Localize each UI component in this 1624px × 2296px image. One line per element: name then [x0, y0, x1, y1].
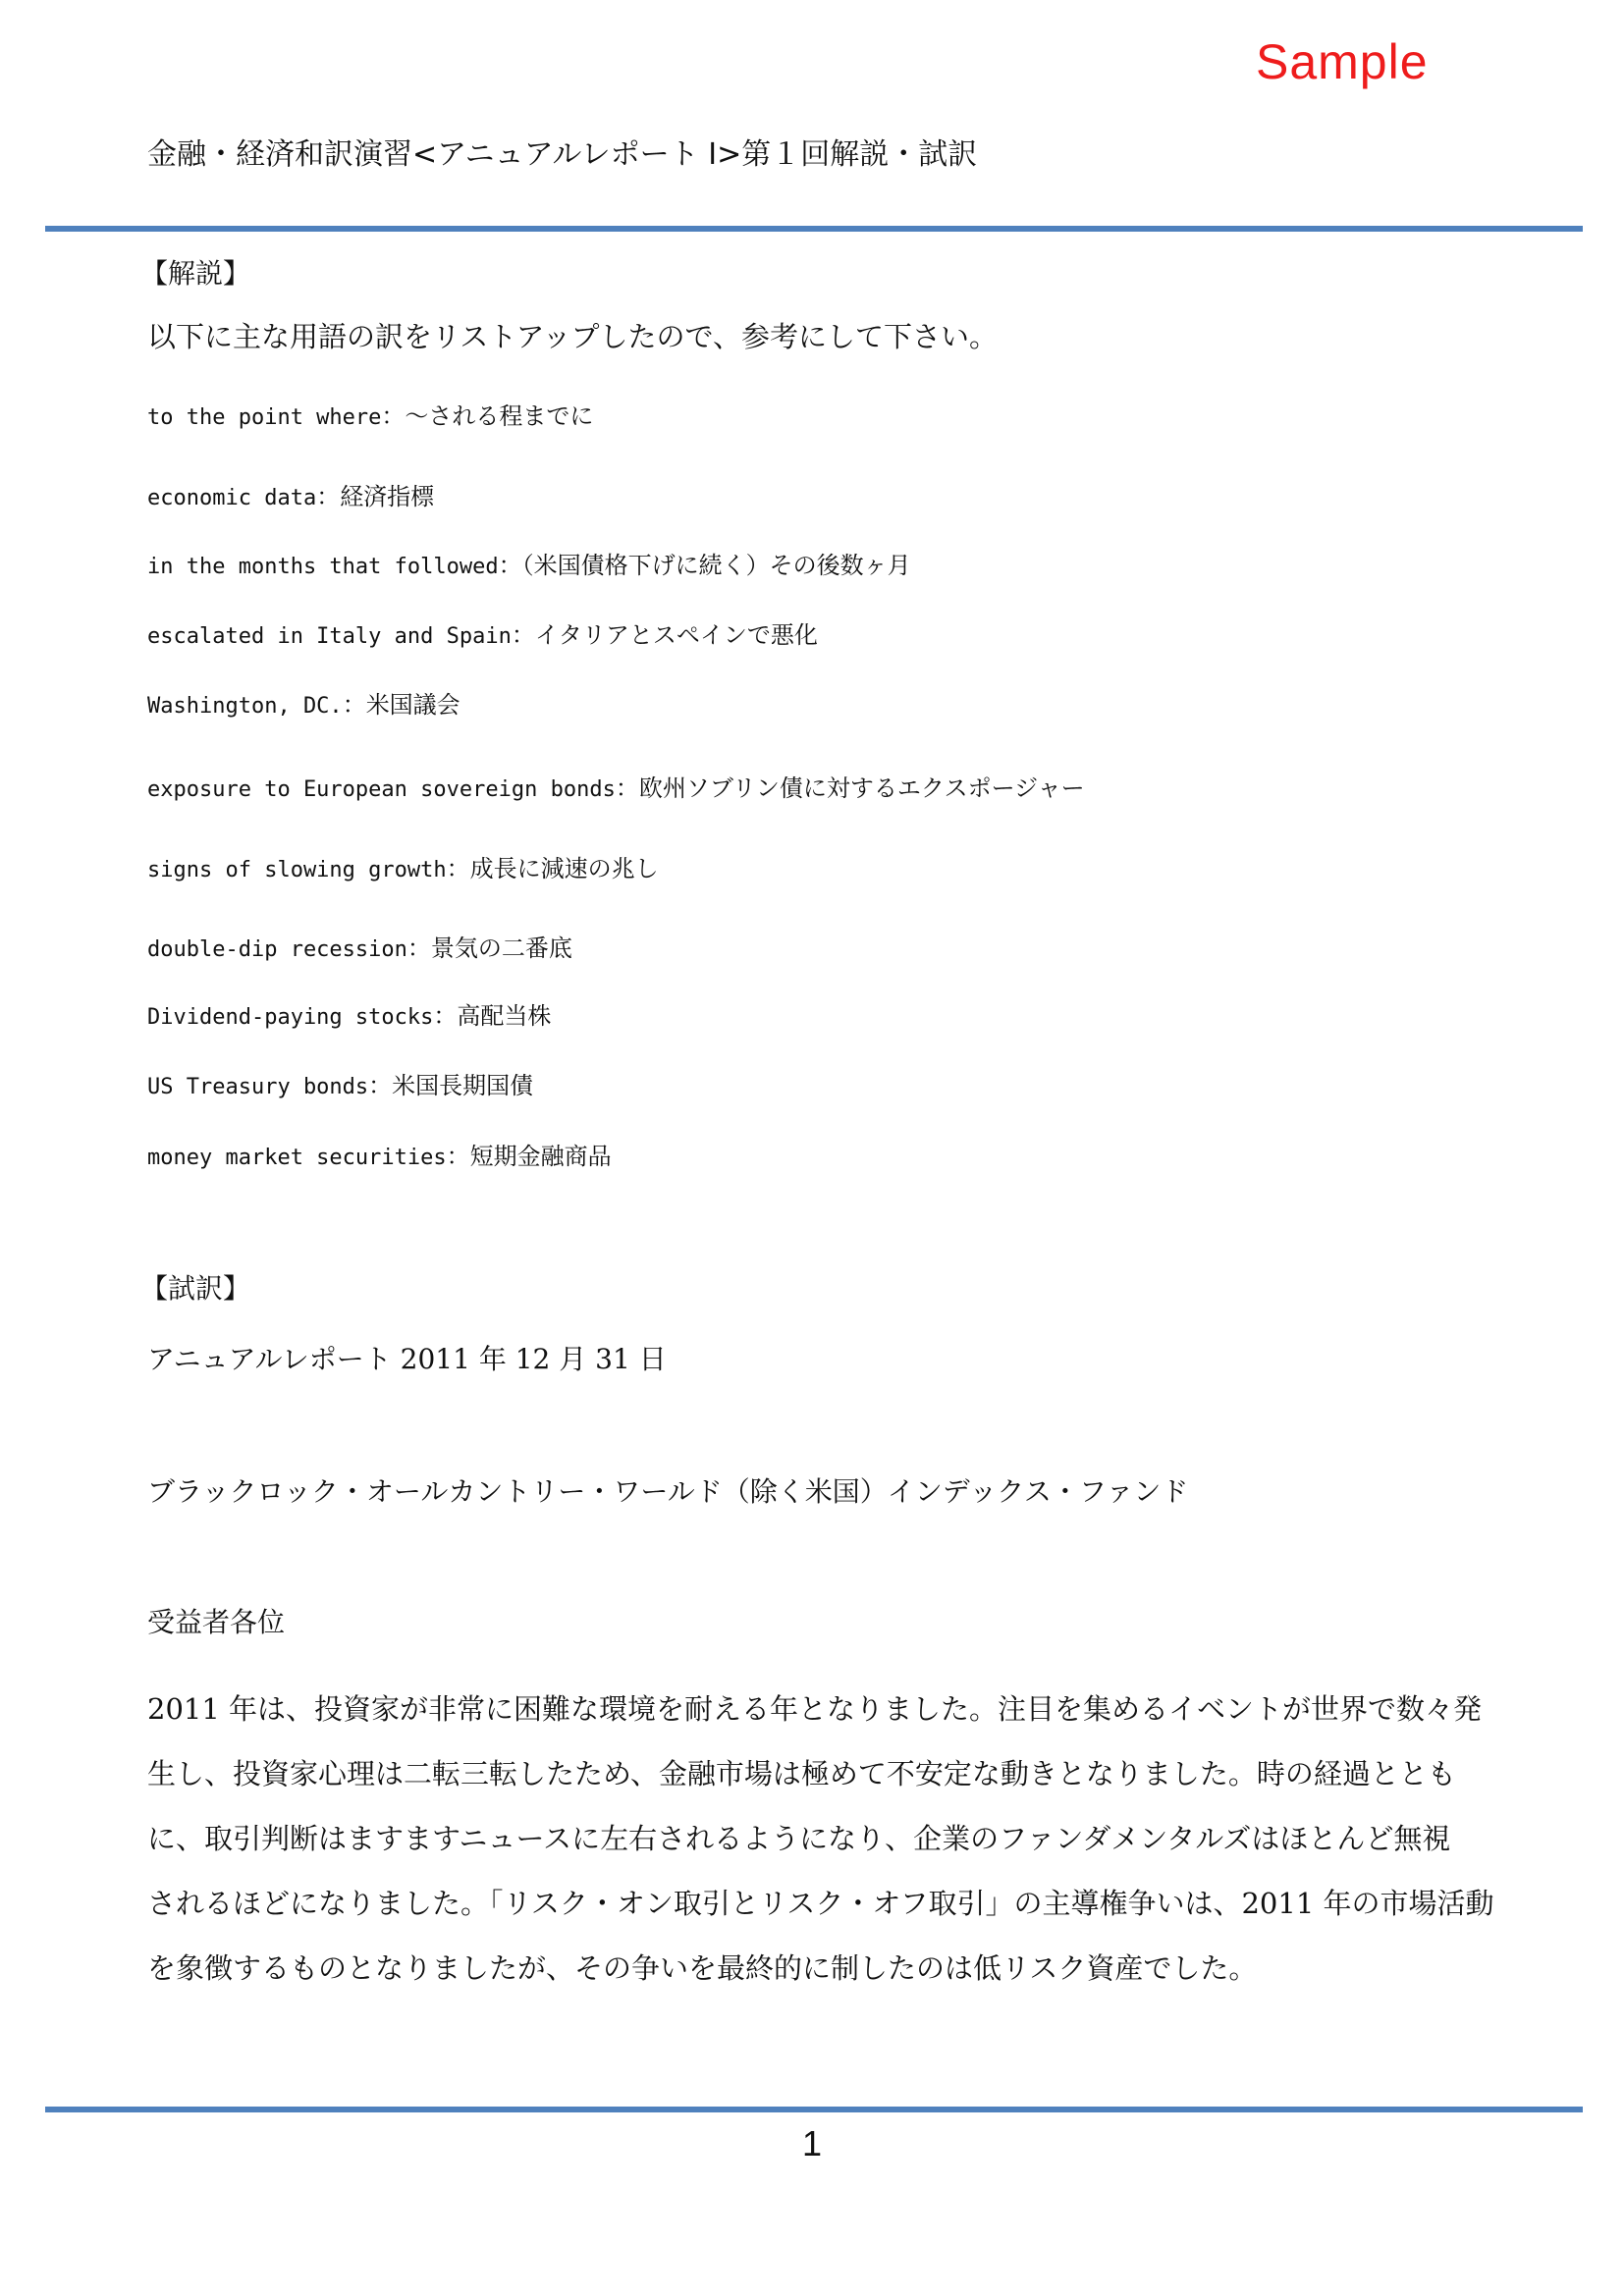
glossary-term-ja: 米国長期国債 [392, 1072, 534, 1099]
glossary-separator: ： [615, 774, 639, 802]
glossary-item [147, 552, 911, 581]
glossary-separator: ： [446, 855, 470, 882]
glossary-term-en: exposure to European sovereign bonds [147, 777, 616, 802]
glossary-term-en: in the months that followed [147, 555, 499, 579]
glossary-separator: ： [446, 1143, 470, 1170]
glossary-separator: ： [511, 621, 535, 649]
footer-divider [45, 2107, 1583, 2112]
glossary-item [147, 934, 572, 964]
glossary-term-en: escalated in Italy and Spain [147, 624, 512, 649]
glossary-term-en: signs of slowing growth [147, 858, 447, 882]
glossary-term-ja: 景気の二番底 [430, 934, 572, 962]
glossary-separator: ： [498, 552, 522, 579]
sample-watermark: Sample [1256, 34, 1429, 89]
salutation: 受益者各位 [147, 1606, 286, 1638]
glossary-separator: ： [316, 483, 341, 510]
glossary-term-en: to the point where [147, 405, 382, 430]
glossary-term-en: Dividend-paying stocks [147, 1005, 434, 1030]
glossary-term-ja: 高配当株 [457, 1002, 552, 1030]
report-date-line: アニュアルレポート 2011 年 12 月 31 日 [147, 1343, 667, 1375]
glossary-term-ja: 経済指標 [340, 483, 435, 510]
header-divider [45, 226, 1583, 232]
glossary-term-en: double-dip recession [147, 937, 407, 962]
glossary-item [147, 1143, 612, 1172]
shareholder-letter-paragraph [147, 1677, 1494, 2001]
commentary-intro: 以下に主な用語の訳をリストアップしたので、参考にして下さい。 [147, 320, 998, 353]
glossary-term-ja: 欧州ソブリン債に対するエクスポージャー [638, 774, 1085, 802]
translation-heading: 【試訳】 [140, 1272, 251, 1305]
glossary-separator: ： [368, 1072, 393, 1099]
glossary-item [147, 402, 593, 432]
glossary-term-en: Washington, DC. [147, 694, 343, 719]
glossary-separator: ： [381, 402, 406, 430]
glossary-item [147, 855, 659, 884]
glossary-term-ja: 短期金融商品 [469, 1143, 612, 1170]
glossary-item [147, 774, 1085, 804]
glossary-item [147, 621, 818, 651]
glossary-separator: ： [342, 691, 366, 719]
commentary-heading: 【解説】 [140, 257, 251, 290]
glossary-item [147, 483, 434, 512]
glossary-item [147, 1072, 533, 1101]
glossary-term-en: economic data [147, 486, 317, 510]
fund-name: ブラックロック・オールカントリー・ワールド（除く米国）インデックス・ファンド [147, 1475, 1189, 1508]
glossary-separator: ： [433, 1002, 458, 1030]
glossary-item [147, 1002, 551, 1032]
paragraph-line: 生し、投資家心理は二転三転したため、金融市場は極めて不安定な動きとなりました。時の経過ととも [147, 1757, 1456, 1790]
glossary-term-ja: 成長に減速の兆し [469, 855, 659, 882]
glossary-item [147, 691, 460, 721]
page-number: 1 [801, 2123, 823, 2163]
glossary-term-ja: （米国債格下げに続く）その後数ヶ月 [521, 552, 911, 579]
paragraph-line: に、取引判断はますますニュースに左右されるようになり、企業のファンダメンタルズはほとんど無視 [147, 1822, 1451, 1855]
glossary-term-ja: 〜される程までに [405, 402, 594, 430]
glossary-term-en: US Treasury bonds [147, 1075, 369, 1099]
paragraph-line: を象徴するものとなりましたが、その争いを最終的に制したのは低リスク資産でした。 [147, 1951, 1258, 1985]
glossary-term-ja: 米国議会 [365, 691, 460, 719]
document-header-title: 金融・経済和訳演習<アニュアルレポート I>第１回解説・試訳 [147, 137, 978, 172]
glossary-term-ja: イタリアとスペインで悪化 [534, 621, 818, 649]
glossary-term-en: money market securities [147, 1146, 447, 1170]
paragraph-line: されるほどになりました。「リスク・オン取引とリスク・オフ取引」の主導権争いは、2011 年の市場活動 [147, 1887, 1494, 1920]
paragraph-line: 2011 年は、投資家が非常に困難な環境を耐える年となりました。注目を集めるイベントが世界で数々発 [147, 1692, 1483, 1726]
glossary-separator: ： [406, 934, 431, 962]
